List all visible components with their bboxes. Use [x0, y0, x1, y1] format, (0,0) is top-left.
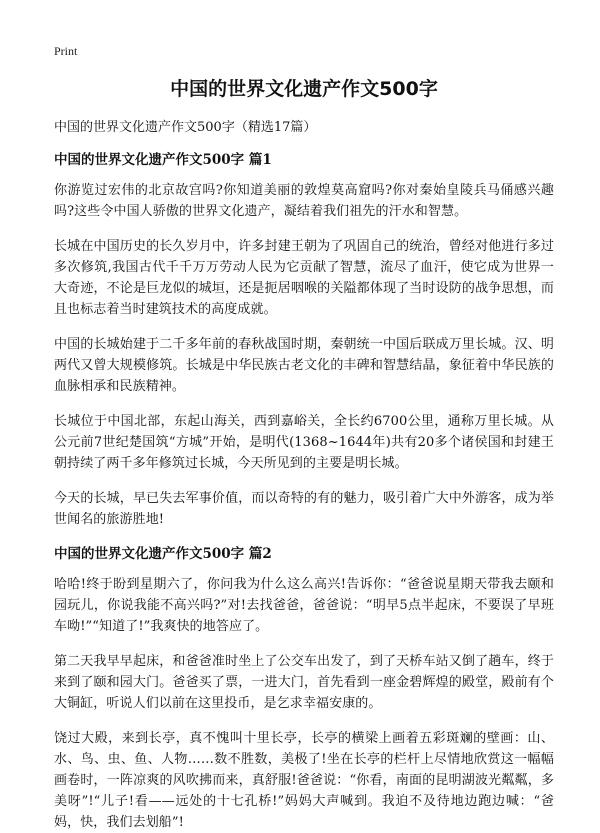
paragraph: 饶过大殿，来到长亭，真不愧叫十里长亭，长亭的横梁上画着五彩斑斓的壁画：山、水、鸟、虫、鱼、人物……数不胜数，美极了!坐在长亭的栏杆上尽情地欣赏这一幅幅画卷时，一阵凉爽的风吹拂而来，真舒服!爸爸说：“你看，南面的昆明湖波光粼粼，多美呀”!“儿子!看——远处的十七孔桥!”妈妈大声喊到。我迫不及待地边跑边喊：“爸妈，快，我们去划船”!: [54, 731, 554, 830]
paragraph: 长城位于中国北部，东起山海关，西到嘉峪关，全长约6700公里，通称万里长城。从公元前7世纪楚国筑“方城”开始，是明代(1368~1644年)共有20多个诸侯国和封建王朝持续了两千多年修筑过长城，今天所见到的主要是明长城。: [54, 414, 554, 471]
section-heading: 中国的世界文化遗产作文500字 篇1: [54, 152, 272, 168]
print-label[interactable]: Print: [54, 44, 78, 58]
paragraph: 第二天我早早起床，和爸爸准时坐上了公交车出发了，到了天桥车站又倒了趟车，终于来到了颐和园大门。爸爸买了票，一进大门，首先看到一座金碧辉煌的殿堂，殿前有个大铜缸，听说人们以前在这里投币，是乞求幸福安康的。: [54, 654, 554, 711]
document-subtitle: 中国的世界文化遗产作文500字（精选17篇）: [54, 120, 317, 135]
section-1: [54, 150, 554, 530]
section-2: [54, 544, 554, 833]
paragraph: 今天的长城，早已失去军事价值，而以奇特的有的魅力，吸引着广大中外游客，成为举世闻名的旅游胜地!: [54, 491, 554, 527]
section-heading: 中国的世界文化遗产作文500字 篇2: [54, 546, 272, 562]
paragraph: 中国的长城始建于二千多年前的春秋战国时期，秦朝统一中国后联成万里长城。汉、明两代又曾大规模修筑。长城是中华民族古老文化的丰碑和智慧结晶，象征着中华民族的血脉相承和民族精神。: [54, 337, 554, 394]
paragraph: 长城在中国历史的长久岁月中，许多封建王朝为了巩固自己的统治，曾经对他进行多过多次修筑,我国古代千千万万劳动人民为它贡献了智慧，流尽了血汗，使它成为世界一大奇迹，不论是巨龙似的城垣，还是扼居咽喉的关隘都体现了当时设防的战争思想，而且也标志着当时建筑技术的高度成就。: [54, 239, 554, 317]
paragraph: 你游览过宏伟的北京故宫吗?你知道美丽的敦煌莫高窟吗?你对秦始皇陵兵马俑感兴趣吗?这些令中国人骄傲的世界文化遗产，凝结着我们祖先的汗水和智慧。: [54, 183, 554, 219]
paragraph: 哈哈!终于盼到星期六了，你问我为什么这么高兴!告诉你：“爸爸说星期天带我去颐和园玩儿，你说我能不高兴吗?”对!去找爸爸，爸爸说：“明早5点半起床，不要误了早班车呦!”“知道了!”我爽快的地答应了。: [54, 577, 554, 634]
document-title: 中国的世界文化遗产作文500字: [170, 78, 438, 100]
